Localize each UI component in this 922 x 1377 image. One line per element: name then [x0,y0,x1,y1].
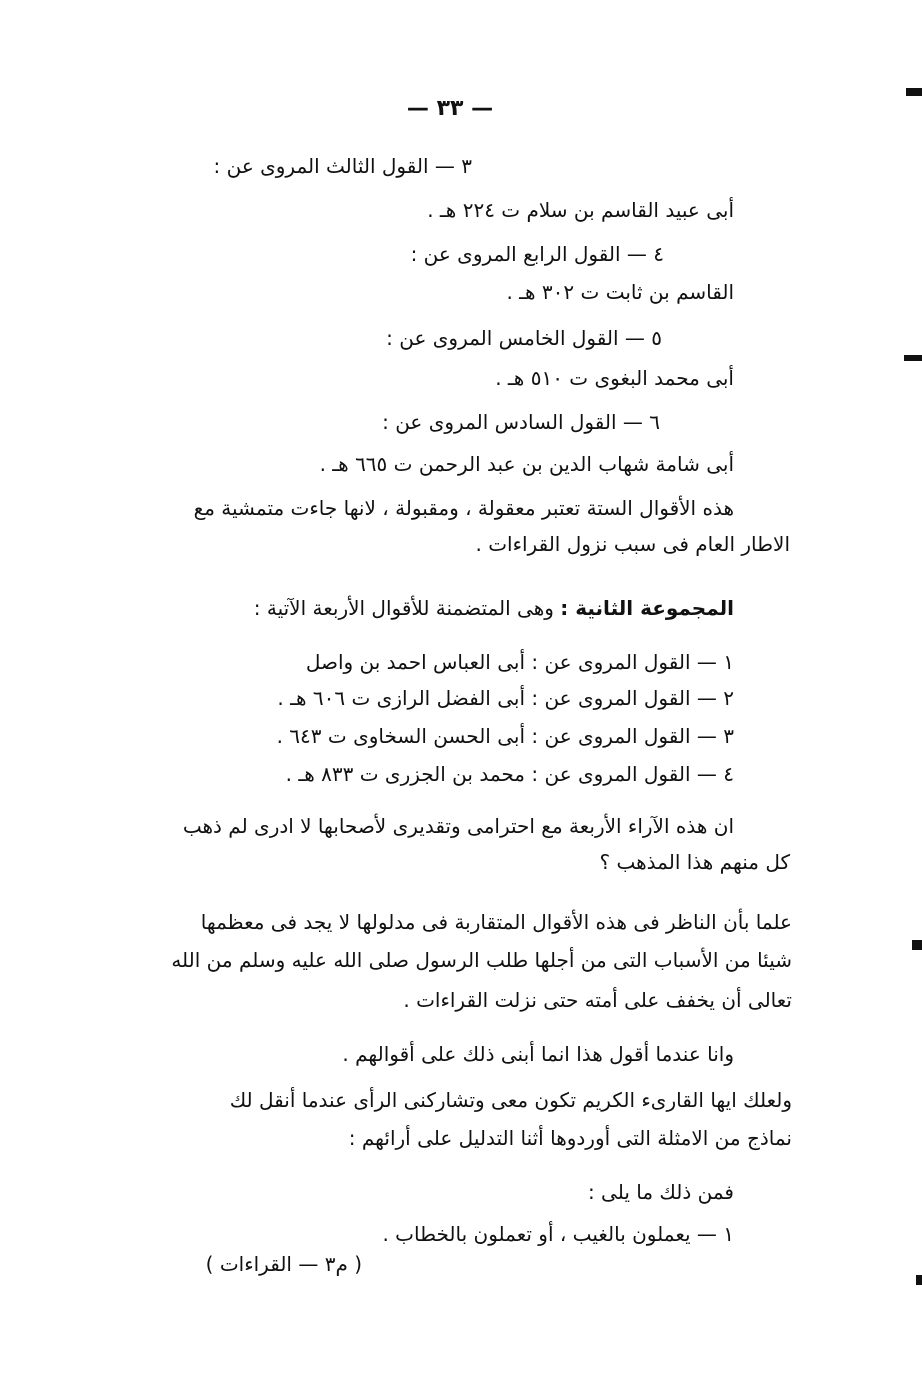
scan-edge-mark [904,355,922,361]
text-line-13: ٢ — القول المروى عن : أبى الفضل الرازى ت ٦٠٦ هـ . [277,686,734,710]
footer-signature: ( م٣ — القراءات ) [205,1252,362,1276]
text-line-8: أبى شامة شهاب الدين بن عبد الرحمن ت ٦٦٥ هـ . [319,452,734,476]
text-line-14: ٣ — القول المروى عن : أبى الحسن السخاوى ت ٦٤٣ . [276,724,734,748]
text-line-9: هذه الأقوال الستة تعتبر معقولة ، ومقبولة ، لانها جاءت متمشية مع [193,496,734,520]
text-line-21: وانا عندما أقول هذا انما أبنى ذلك على أقوالهم . [342,1042,734,1066]
group2-heading: المجموعة الثانية : [560,596,734,620]
text-line-7: ٦ — القول السادس المروى عن : [382,410,660,434]
scan-edge-mark [916,1275,922,1285]
page-number: — ٣٣ — [406,96,494,121]
text-line-25: ١ — يعملون بالغيب ، أو تعملون بالخطاب . [382,1222,734,1246]
text-line-24: فمن ذلك ما يلى : [587,1180,734,1204]
text-line-16: ان هذه الآراء الأربعة مع احترامى وتقديرى لأصحابها لا ادرى لم ذهب [182,814,734,838]
text-line-18: علما بأن الناظر فى هذه الأقوال المتقاربة فى مدلولها لا يجد فى معظمها [200,910,792,934]
text-line-4: القاسم بن ثابت ت ٣٠٢ هـ . [506,280,734,304]
text-line-23: نماذج من الامثلة التى أوردوها أثنا التدليل على أرائهم : [348,1126,792,1150]
text-line-5: ٥ — القول الخامس المروى عن : [386,326,662,350]
text-line-22: ولعلك ايها القارىء الكريم تكون معى وتشاركنى الرأى عندما أنقل لك [229,1088,792,1112]
text-line-12: ١ — القول المروى عن : أبى العباس احمد بن واصل [305,650,734,674]
text-line-17: كل منهم هذا المذهب ؟ [599,850,790,874]
text-line-20: تعالى أن يخفف على أمته حتى نزلت القراءات . [403,988,792,1012]
text-line-10: الاطار العام فى سبب نزول القراءات . [475,532,790,556]
text-line-6: أبى محمد البغوى ت ٥١٠ هـ . [495,366,734,390]
scan-edge-mark [906,88,922,96]
text-line-19: شيئا من الأسباب التى من أجلها طلب الرسول صلى الله عليه وسلم من الله [171,948,792,972]
text-line-1: ٣ — القول الثالث المروى عن : [213,154,472,178]
group2-line [254,594,734,622]
text-line-15: ٤ — القول المروى عن : محمد بن الجزرى ت ٨٣٣ هـ . [285,762,734,786]
scan-edge-mark [912,940,922,950]
text-line-3: ٤ — القول الرابع المروى عن : [410,242,664,266]
text-line-2: أبى عبيد القاسم بن سلام ت ٢٢٤ هـ . [427,198,734,222]
group2-text: وهى المتضمنة للأقوال الأربعة الآتية : [253,596,554,620]
